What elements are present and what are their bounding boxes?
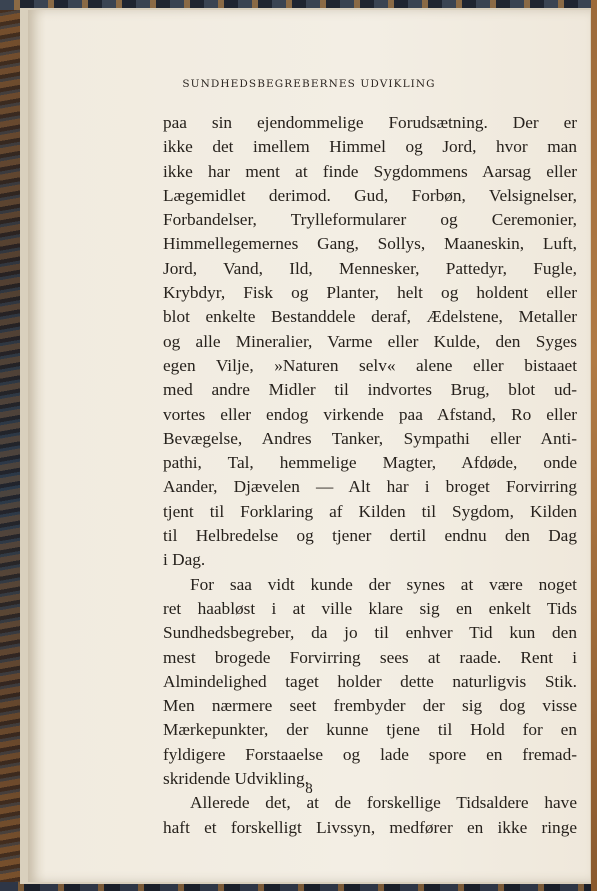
text-line: Aander, Djævelen — Alt har i broget Forvirring (163, 477, 577, 497)
text-line: Krybdyr, Fisk og Planter, helt og holdent eller (163, 283, 577, 303)
text-line: vortes eller endog virkende paa Afstand, Ro eller (163, 404, 577, 424)
text-line: Almindelighed taget holder dette naturligvis Stik. (163, 671, 577, 691)
text-line: Jord, Vand, Ild, Mennesker, Pattedyr, Fugle, (163, 258, 577, 278)
text-line: Sundhedsbegreber, da jo til enhver Tid kun den (163, 623, 577, 643)
text-line: Mærkepunkter, der kunne tjene til Hold for en (163, 720, 577, 740)
text-line: i Dag. (163, 550, 206, 570)
text-line: For saa vidt kunde der synes at være noget (190, 574, 577, 594)
text-line: egen Vilje, »Naturen selv« alene eller bistaaet (163, 355, 577, 375)
page-edge-right (591, 0, 597, 891)
text-line: og alle Mineralier, Varme eller Kulde, den Syges (163, 331, 577, 351)
text-line: paa sin ejendommelige Forudsætning. Der er (163, 113, 577, 132)
text-line: skridende Udvikling. (163, 769, 309, 789)
text-line: tjent til Forklaring af Kilden til Sygdom, Kilden (163, 501, 577, 521)
text-line: med andre Midler til indvortes Brug, blot ud- (163, 380, 577, 400)
text-line: Forbandelser, Trylleformularer og Ceremonier, (163, 210, 577, 230)
text-line: Allerede det, at de forskellige Tidsaldere have (190, 793, 577, 813)
book-page (28, 10, 590, 882)
text-line: Bevægelse, Andres Tanker, Sympathi eller Anti- (163, 428, 577, 448)
text-line: mest brogede Forvirring sees at raade. Rent i (163, 647, 577, 667)
text-line: fyldigere Forstaaelse og lade spore en fremad- (163, 744, 577, 764)
running-header: SUNDHEDSBEGREBERNES UDVIKLING (182, 78, 436, 90)
text-line: til Helbredelse og tjener dertil endnu den Dag (163, 526, 577, 546)
text-line: ret haabløst i at ville klare sig en enkelt Tids (163, 598, 577, 618)
text-line: pathi, Tal, hemmelige Magter, Afdøde, onde (163, 453, 577, 473)
text-line: haft et forskelligt Livssyn, medfører en ikke ringe (163, 817, 577, 837)
text-line: ikke det imellem Himmel og Jord, hvor man (163, 137, 577, 157)
page-number: 8 (305, 781, 313, 797)
text-line: Men nærmere seet frembyder der sig dog visse (163, 696, 577, 716)
text-line: Lægemidlet derimod. Gud, Forbøn, Velsignelser, (163, 185, 577, 205)
text-line: blot enkelte Bestanddele deraf, Ædelstene, Metaller (163, 307, 577, 327)
text-line: ikke har ment at finde Sygdommens Aarsag eller (163, 161, 577, 181)
body-text (163, 111, 577, 840)
text-line: Himmellegemernes Gang, Sollys, Maaneskin, Luft, (163, 234, 577, 254)
